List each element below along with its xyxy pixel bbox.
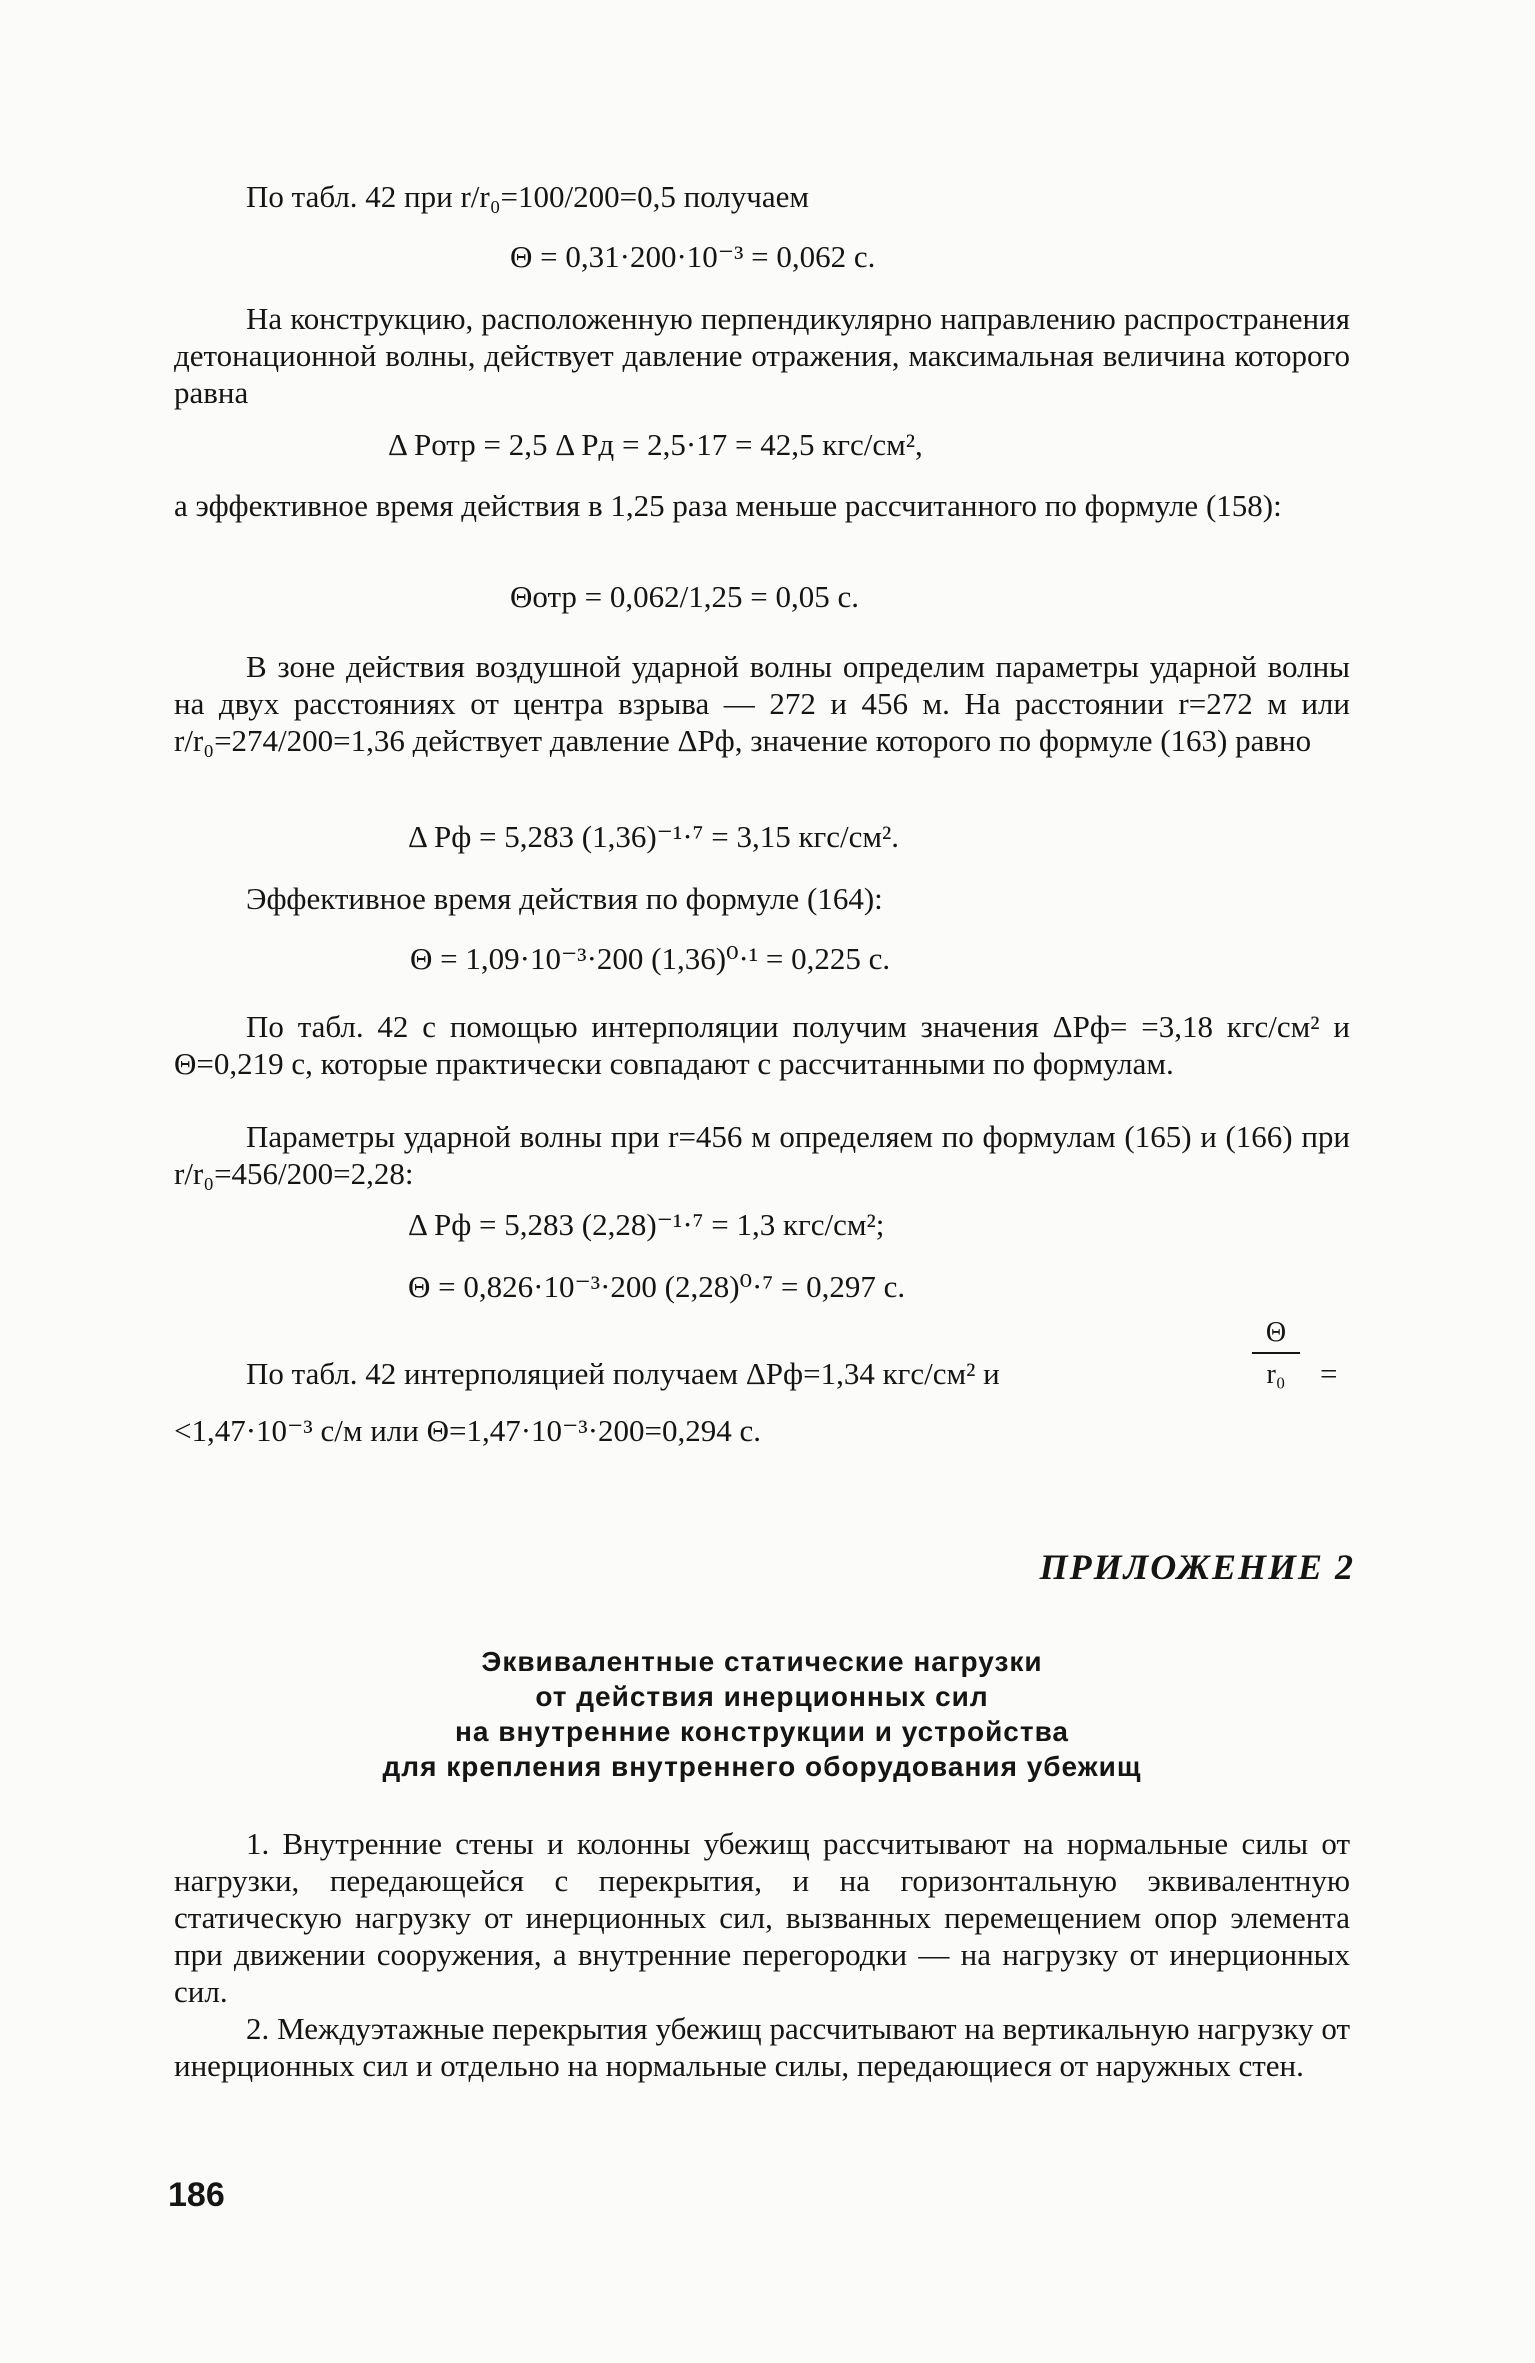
formula-theta-reflection: Θотр = 0,062/1,25 = 0,05 с. [510, 579, 859, 614]
paragraph-walls-columns: 1. Внутренние стены и колонны убежищ рассчитывают на нормальные силы от нагрузки, передающейся с перекрытия, и на горизонтальную эквивалентную статическую нагрузку от инерционных сил, вызванных перемещением опор элемента при движении сооружения, а внутренние перегородки — на нагрузку от инерционных сил. [174, 1826, 1350, 2009]
formula-front-pressure-2: Δ Pф = 5,283 (2,28)⁻¹·⁷ = 1,3 кгс/см²; [408, 1207, 885, 1242]
formula-reflection-pressure: Δ Pотр = 2,5 Δ Pд = 2,5·17 = 42,5 кгс/см², [388, 427, 923, 462]
paragraph-parameters-456: Параметры ударной волны при r=456 м определяем по формулам (165) и (166) при r/r₀=456/200=2,28: [174, 1119, 1350, 1191]
section-heading-line-4: для крепления внутреннего оборудования убежищ [382, 1751, 1142, 1782]
paragraph-shock-wave-zone: В зоне действия воздушной ударной волны определим параметры ударной волны на двух расстояниях от центра взрыва — 272 и 456 м. На расстоянии r=272 м или r/r₀=274/200=1,36 действует давление ΔPф, значение которого по формуле (163) равно [174, 649, 1350, 758]
paragraph-interpolation: По табл. 42 с помощью интерполяции получим значения ΔPф= =3,18 кгс/см² и Θ=0,219 с, которые практически совпадают с рассчитанными по формулам. [174, 1009, 1350, 1081]
paragraph-floor-slabs: 2. Междуэтажные перекрытия убежищ рассчитывают на вертикальную нагрузку от инерционных сил и отдельно на нормальные силы, передающиеся от наружных стен. [174, 2011, 1350, 2083]
fraction-numerator: Θ [1265, 1317, 1287, 1348]
page-number: 186 [168, 2176, 225, 2214]
paragraph-final-value: <1,47·10⁻³ с/м или Θ=1,47·10⁻³·200=0,294 с. [174, 1413, 762, 1448]
paragraph-effective-time-164: Эффективное время действия по формуле (164): [246, 881, 883, 916]
paragraph-interpolation-result: По табл. 42 интерполяцией получаем ΔPф=1,34 кгс/см² и [246, 1356, 1000, 1391]
fraction-denominator: r₀ [1266, 1359, 1286, 1390]
paragraph-table42-ratio: По табл. 42 при r/r₀=100/200=0,5 получаем [246, 179, 809, 214]
appendix-title: ПРИЛОЖЕНИЕ 2 [1039, 1547, 1355, 1587]
formula-theta-2: Θ = 0,826·10⁻³·200 (2,28)⁰·⁷ = 0,297 с. [408, 1269, 906, 1304]
section-heading-line-2: от действия инерционных сил [535, 1681, 989, 1712]
formula-theta-1: Θ = 1,09·10⁻³·200 (1,36)⁰·¹ = 0,225 с. [410, 941, 891, 976]
fraction-theta-over-r0 [1252, 1318, 1300, 1390]
section-heading-line-3: на внутренние конструкции и устройства [454, 1716, 1070, 1747]
paragraph-reflection-pressure: На конструкцию, расположенную перпендикулярно направлению распространения детонационной волны, действует давление отражения, максимальная величина которого равна [174, 301, 1350, 410]
formula-front-pressure-1: Δ Pф = 5,283 (1,36)⁻¹·⁷ = 3,15 кгс/см². [408, 819, 900, 854]
fraction-bar [1252, 1352, 1300, 1354]
section-heading-line-1: Эквивалентные статические нагрузки [481, 1646, 1043, 1677]
paragraph-effective-time: а эффективное время действия в 1,25 раза меньше рассчитанного по формуле (158): [174, 488, 1282, 523]
fraction-equals: = [1320, 1356, 1338, 1391]
formula-theta: Θ = 0,31·200·10⁻³ = 0,062 с. [510, 239, 876, 274]
